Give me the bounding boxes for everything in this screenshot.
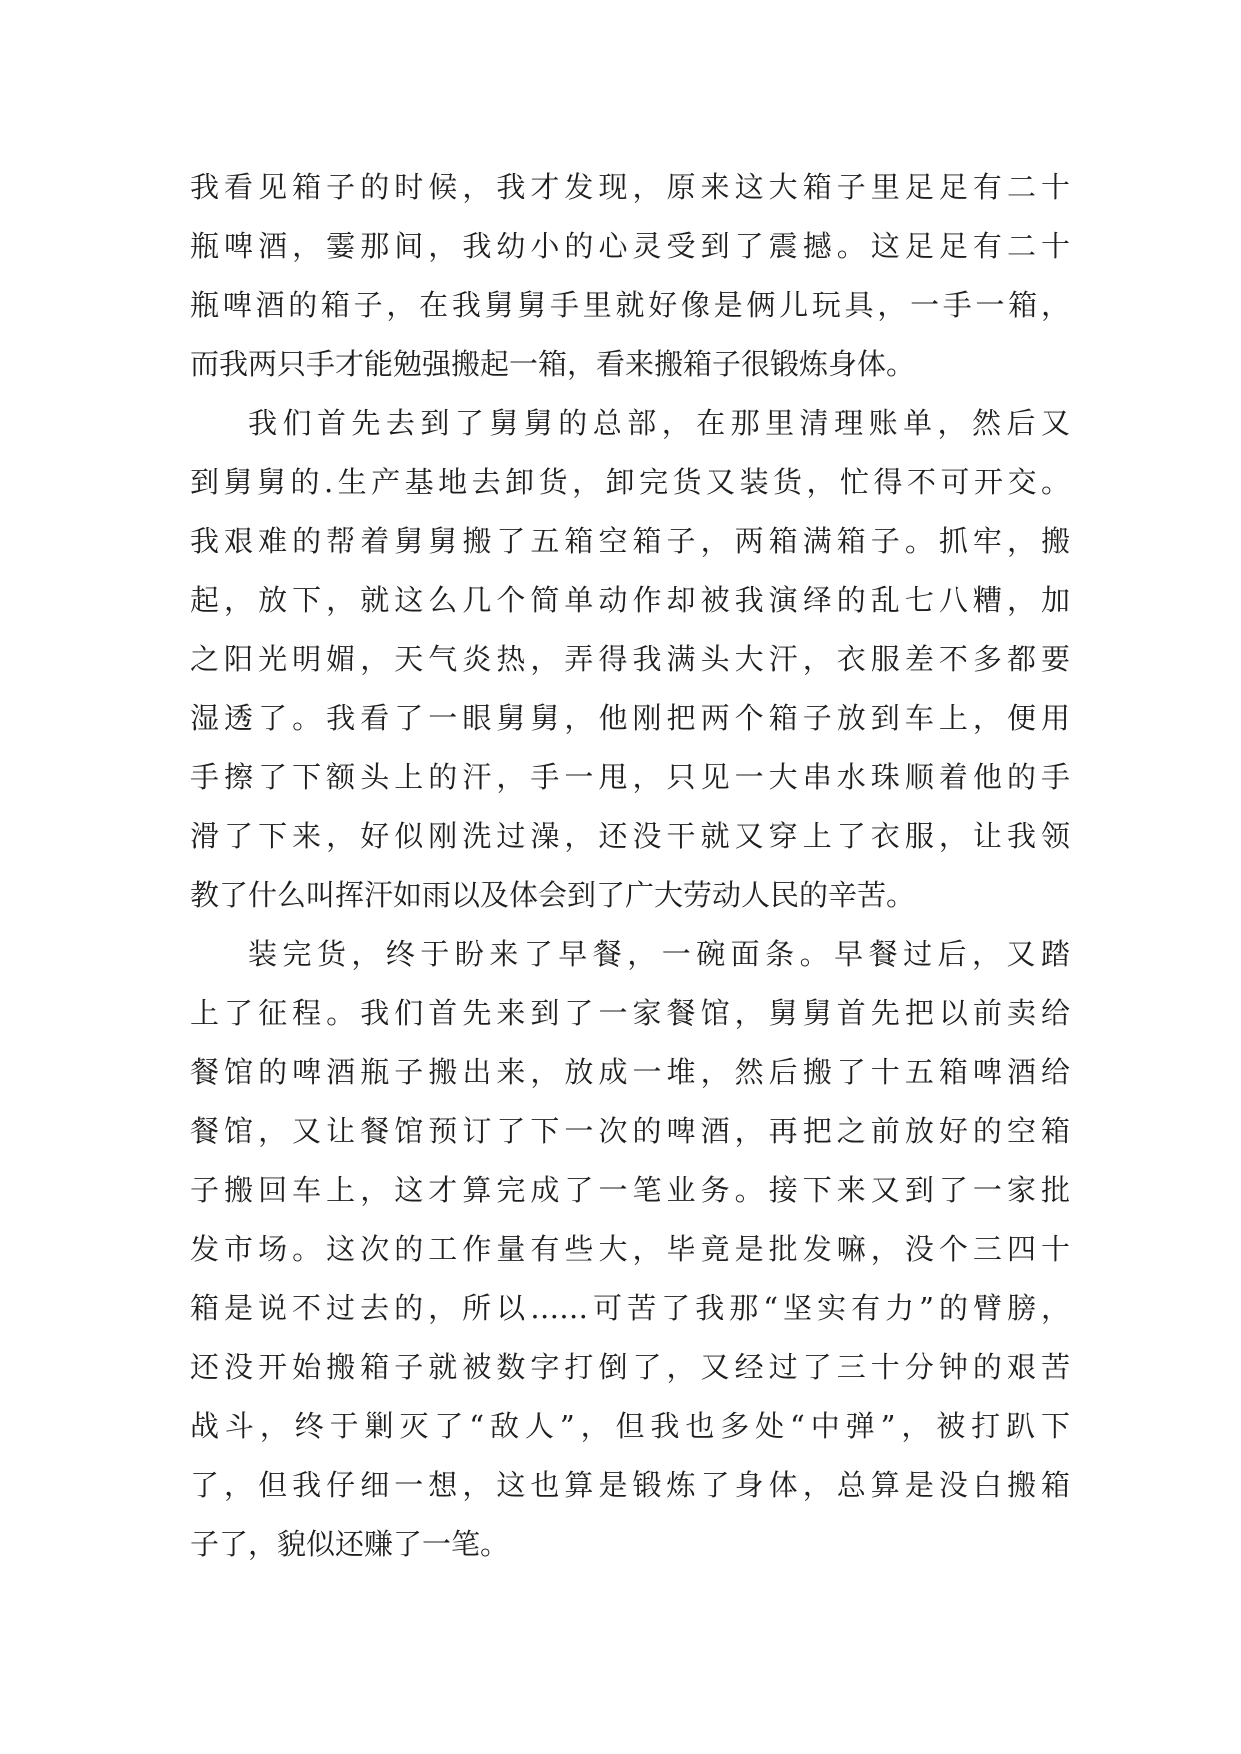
text-line: 我艰难的帮着舅舅搬了五箱空箱子，两箱满箱子。抓牢，搬 xyxy=(190,524,1070,558)
text-line: 湿透了。我看了一眼舅舅，他刚把两个箱子放到车上，便用 xyxy=(190,701,1070,735)
paragraph-1 xyxy=(190,158,1070,394)
text-line: 我看见箱子的时候，我才发现，原来这大箱子里足足有二十 xyxy=(190,170,1070,204)
text-line: 之阳光明媚，天气炎热，弄得我满头大汗，衣服差不多都要 xyxy=(190,642,1070,676)
text-line: 子了，貌似还赚了一笔。 xyxy=(190,1527,510,1561)
text-line: 装完货，终于盼来了早餐，一碗面条。早餐过后，又踏 xyxy=(248,937,1070,971)
text-line: 到舅舅的.生产基地去卸货，卸完货又装货，忙得不可开交。 xyxy=(190,465,1070,499)
text-line: 餐馆的啤酒瓶子搬出来，放成一堆，然后搬了十五箱啤酒给 xyxy=(190,1055,1070,1089)
text-line: 发市场。这次的工作量有些大，毕竟是批发嘛，没个三四十 xyxy=(190,1232,1070,1266)
text-line: 瓶啤酒，霎那间，我幼小的心灵受到了震撼。这足足有二十 xyxy=(190,229,1070,263)
text-line: 上了征程。我们首先来到了一家餐馆，舅舅首先把以前卖给 xyxy=(190,996,1070,1030)
text-line: 子搬回车上，这才算完成了一笔业务。接下来又到了一家批 xyxy=(190,1173,1070,1207)
text-line: 手擦了下额头上的汗，手一甩，只见一大串水珠顺着他的手 xyxy=(190,760,1070,794)
text-line: 还没开始搬箱子就被数字打倒了，又经过了三十分钟的艰苦 xyxy=(190,1350,1070,1384)
text-line: 我们首先去到了舅舅的总部，在那里清理账单，然后又 xyxy=(248,406,1070,440)
text-line: 教了什么叫挥汗如雨以及体会到了广大劳动人民的辛苦。 xyxy=(190,878,916,912)
text-line: 起，放下，就这么几个简单动作却被我演绎的乱七八糟，加 xyxy=(190,583,1070,617)
paragraph-3 xyxy=(190,925,1070,1574)
text-line: 瓶啤酒的箱子，在我舅舅手里就好像是俩儿玩具，一手一箱， xyxy=(190,288,1070,322)
text-line: 战斗，终于剿灭了“敌人”，但我也多处“中弹”，被打趴下 xyxy=(190,1409,1070,1443)
text-line: 而我两只手才能勉强搬起一箱，看来搬箱子很锻炼身体。 xyxy=(190,347,916,381)
text-line: 箱是说不过去的，所以……可苦了我那“坚实有力”的臂膀， xyxy=(190,1291,1070,1325)
paragraph-2 xyxy=(190,394,1070,925)
text-line: 滑了下来，好似刚洗过澡，还没干就又穿上了衣服，让我领 xyxy=(190,819,1070,853)
text-column xyxy=(190,158,1070,1574)
text-line: 了，但我仔细一想，这也算是锻炼了身体，总算是没白搬箱 xyxy=(190,1468,1070,1502)
text-line: 餐馆，又让餐馆预订了下一次的啤酒，再把之前放好的空箱 xyxy=(190,1114,1070,1148)
